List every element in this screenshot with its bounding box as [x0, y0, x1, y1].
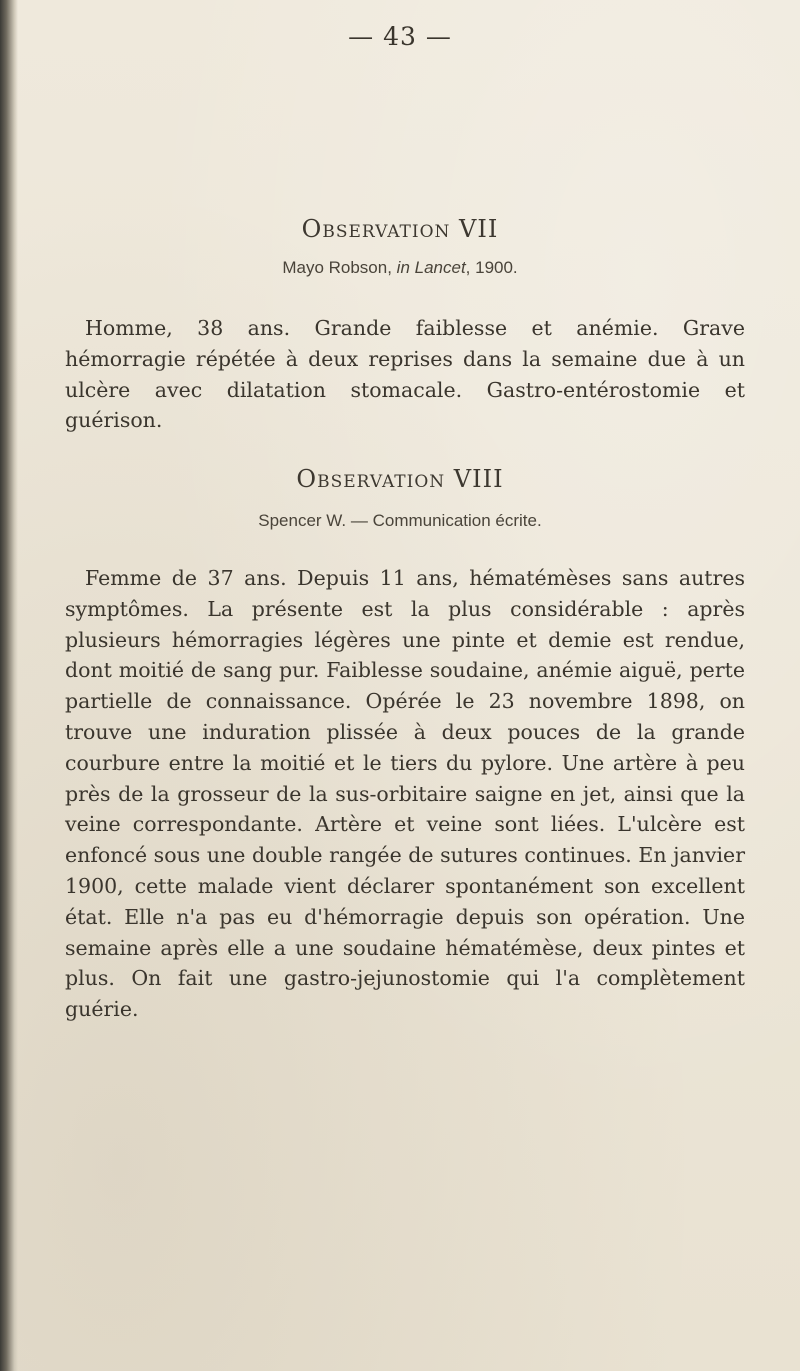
- observation-7-source: [0, 258, 800, 278]
- observation-7-heading: Observation VII: [301, 215, 499, 243]
- observation-8-heading: Observation VIII: [296, 465, 504, 493]
- page-binding-edge: [0, 0, 18, 1371]
- observation-8-text: Femme de 37 ans. Depuis 11 ans, hématémèses sans autres symptômes. La présente est la plus considérable : après plusieurs hémorragies légères une pinte et demie est rendue, dont moitié de sang pur. Faiblesse soudaine, anémie aiguë, perte partielle de connaissance. Opérée le 23 novembre 1898, on trouve une induration plissée à deux pouces de la grande courbure entre la moitié et le tiers du pylore. Une artère à peu près de la grosseur de la sus-orbitaire saigne en jet, ainsi que la veine correspondante. Artère et veine sont liées. L'ulcère est enfoncé sous une double rangée de sutures continues. En janvier 1900, cette malade vient déclarer spontanément son excellent état. Elle n'a pas eu d'hémorragie depuis son opération. Une semaine après elle a une soudaine hématémèse, deux pintes et plus. On fait une gastro-jejunostomie qui l'a complètement guérie.: [65, 566, 745, 1022]
- observation-8-source: Spencer W. — Communication écrite.: [258, 511, 542, 530]
- observation-7-author: Mayo Robson,: [282, 258, 397, 277]
- page-number: — 43 —: [348, 22, 452, 51]
- observation-7-text: Homme, 38 ans. Grande faiblesse et anémie. Grave hémorragie répétée à deux reprises dans la semaine due à un ulcère avec dilatation stomacale. Gastro-entérostomie et guérison.: [65, 316, 745, 433]
- observation-7-journal: in Lancet: [396, 258, 466, 277]
- observation-7-year: , 1900.: [465, 258, 518, 277]
